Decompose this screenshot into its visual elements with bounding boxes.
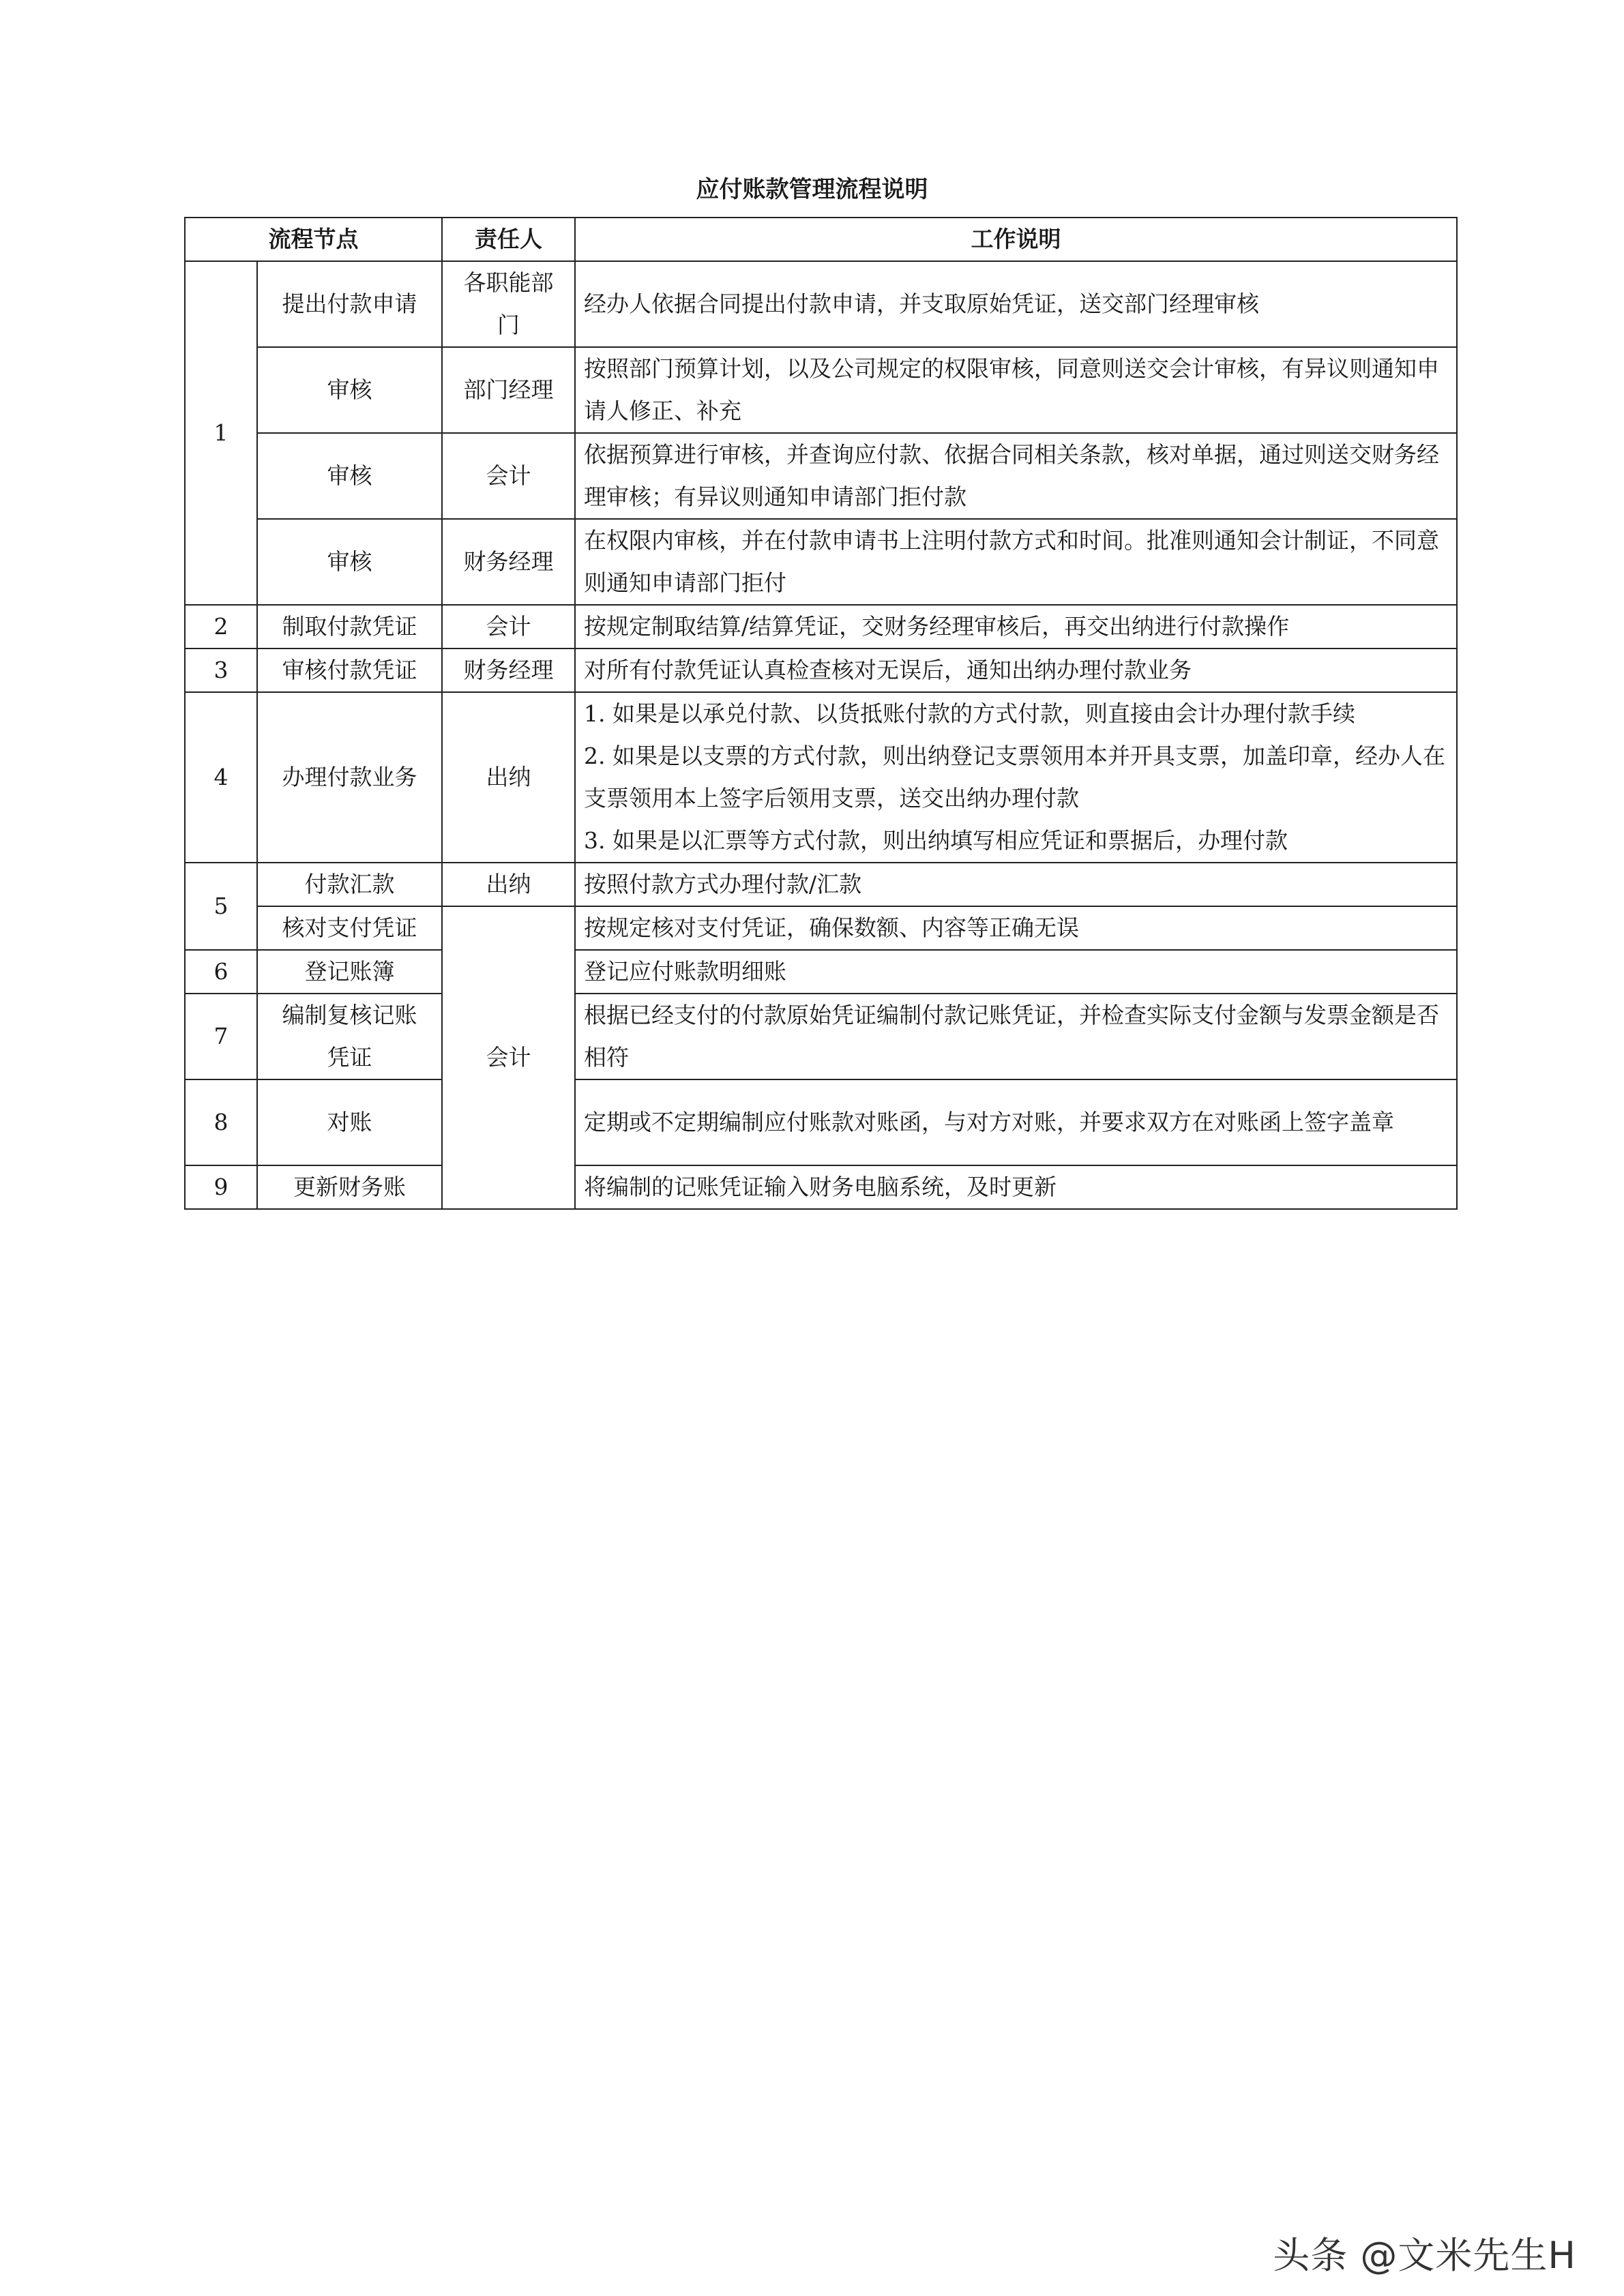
description-cell: 根据已经支付的付款原始凭证编制付款记账凭证，并检查实际支付金额与发票金额是否相符 [575,994,1457,1079]
node-cell: 核对支付凭证 [257,906,442,950]
description-cell: 将编制的记账凭证输入财务电脑系统，及时更新 [575,1165,1457,1209]
table-row [185,1165,1457,1209]
node-cell: 付款汇款 [257,863,442,906]
description-cell: 按照部门预算计划，以及公司规定的权限审核，同意则送交会计审核，有异议则通知申请人修正、补充 [575,347,1457,433]
description-cell: 定期或不定期编制应付账款对账函，与对方对账，并要求双方在对账函上签字盖章 [575,1079,1457,1165]
node-cell: 提出付款申请 [257,261,442,347]
table-row [185,863,1457,906]
description-cell: 对所有付款凭证认真检查核对无误后，通知出纳办理付款业务 [575,648,1457,692]
row-number: 8 [185,1079,257,1165]
table-header-row [185,218,1457,261]
description-cell: 按照付款方式办理付款/汇款 [575,863,1457,906]
description-cell: 按规定核对支付凭证，确保数额、内容等正确无误 [575,906,1457,950]
table-row [185,261,1457,347]
page-title: 应付账款管理流程说明 [696,176,928,203]
node-cell: 制取付款凭证 [257,605,442,648]
responsible-cell: 会计 [442,906,575,1209]
responsible-cell: 出纳 [442,692,575,863]
node-cell: 对账 [257,1079,442,1165]
node-cell: 审核 [257,433,442,519]
node-cell: 审核付款凭证 [257,648,442,692]
description-line: 3. 如果是以汇票等方式付款，则出纳填写相应凭证和票据后，办理付款 [584,827,1288,854]
process-table [184,217,1458,1210]
row-number: 9 [185,1165,257,1209]
row-number: 3 [185,648,257,692]
node-cell: 更新财务账 [257,1165,442,1209]
responsible-cell: 部门经理 [442,347,575,433]
table-row [185,906,1457,950]
row-number: 5 [185,863,257,950]
table-row [185,347,1457,433]
node-cell: 审核 [257,347,442,433]
row-number: 4 [185,692,257,863]
table-row [185,692,1457,863]
table-row [185,519,1457,605]
table-row [185,950,1457,994]
description-line: 2. 如果是以支票的方式付款，则出纳登记支票领用本并开具支票，加盖印章，经办人在支票领用本上签字后领用支票，送交出纳办理付款 [584,743,1445,811]
node-cell: 登记账簿 [257,950,442,994]
description-cell: 经办人依据合同提出付款申请，并支取原始凭证，送交部门经理审核 [575,261,1457,347]
row-number: 7 [185,994,257,1079]
table-row [185,605,1457,648]
table-row [185,994,1457,1079]
description-cell: 在权限内审核，并在付款申请书上注明付款方式和时间。批准则通知会计制证，不同意则通知申请部门拒付 [575,519,1457,605]
table-row [185,1079,1457,1165]
header-description: 工作说明 [575,218,1457,261]
header-responsible: 责任人 [442,218,575,261]
responsible-cell: 出纳 [442,863,575,906]
table-row [185,433,1457,519]
responsible-cell: 财务经理 [442,519,575,605]
header-node: 流程节点 [185,218,442,261]
description-cell: 登记应付账款明细账 [575,950,1457,994]
node-cell: 办理付款业务 [257,692,442,863]
row-number: 6 [185,950,257,994]
description-line: 1. 如果是以承兑付款、以货抵账付款的方式付款，则直接由会计办理付款手续 [584,700,1355,727]
responsible-cell: 会计 [442,605,575,648]
responsible-cell: 会计 [442,433,575,519]
description-cell [575,692,1457,863]
responsible-cell: 各职能部门 [442,261,575,347]
node-cell: 审核 [257,519,442,605]
description-cell: 依据预算进行审核，并查询应付款、依据合同相关条款，核对单据，通过则送交财务经理审核；有异议则通知申请部门拒付款 [575,433,1457,519]
row-number: 1 [185,261,257,605]
responsible-cell: 财务经理 [442,648,575,692]
table-row [185,648,1457,692]
watermark: 头条 @文米先生H [1273,2234,1576,2277]
row-number: 2 [185,605,257,648]
description-cell: 按规定制取结算/结算凭证，交财务经理审核后，再交出纳进行付款操作 [575,605,1457,648]
node-cell: 编制复核记账凭证 [257,994,442,1079]
